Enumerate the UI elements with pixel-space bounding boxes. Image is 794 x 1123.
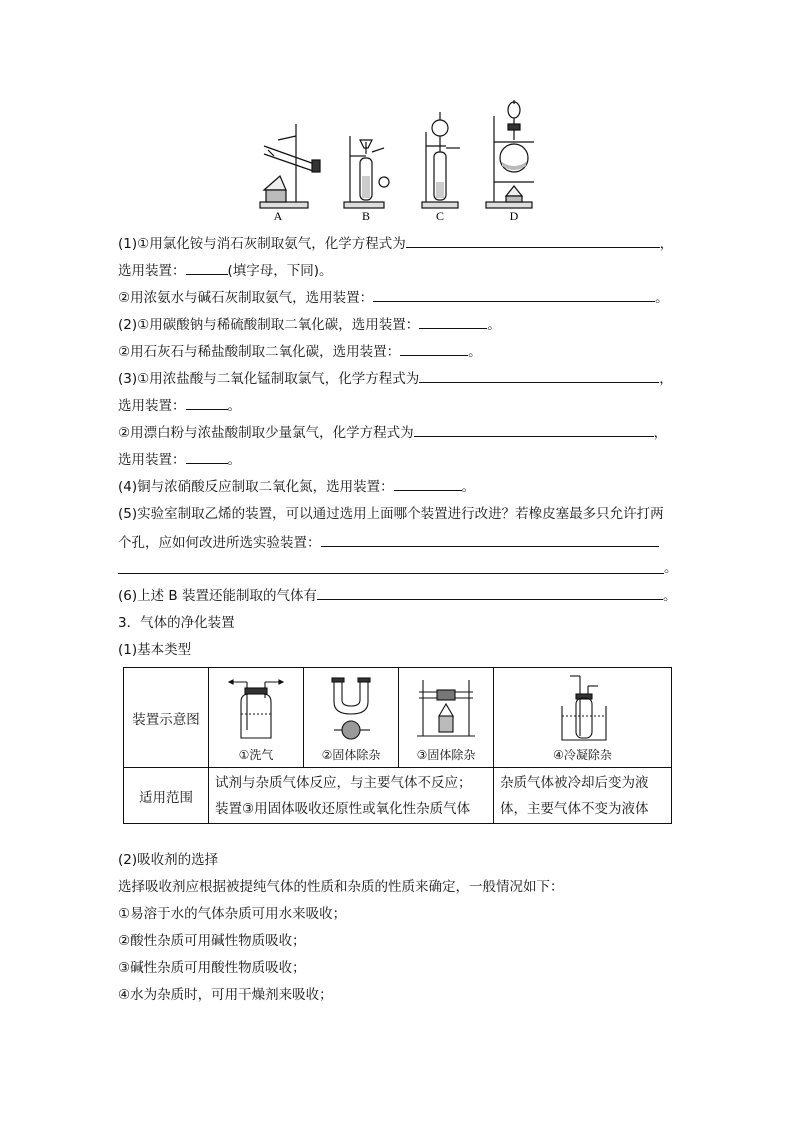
question-2b-line: [118, 341, 482, 361]
q2b-text: ②用石灰石与稀盐酸制取二氧化碳，选用装置：: [118, 344, 401, 360]
wash-bottle-diagram: [209, 672, 303, 742]
section-3-heading: 3．气体的净化装置: [118, 615, 235, 631]
apparatus-a: [260, 124, 320, 208]
q3b-select-suffix: 。: [227, 452, 241, 468]
row-head-diagram: 装置示意图: [124, 668, 209, 768]
q3a-punct: ，: [659, 371, 673, 387]
apparatus-d: [486, 100, 534, 208]
apparatus-label-b: B: [361, 209, 371, 223]
caption-wash: ①洗气: [238, 748, 274, 762]
q3a-select-text: 选用装置：: [118, 398, 186, 414]
cell-u-tube: [304, 668, 399, 768]
question-5-line-1: [118, 505, 664, 523]
q6-text: (6)上述 B 装置还能制取的气体有: [118, 588, 317, 604]
q1a-punct: ，: [659, 236, 674, 252]
q1b-punct: 。: [655, 290, 669, 306]
q1b-text: ②用浓氨水与碱石灰制取氨气，选用装置：: [118, 290, 374, 306]
table-row: [124, 768, 672, 824]
question-6-line: [118, 585, 676, 605]
cell-cold-trap: [494, 668, 672, 768]
question-3a-select-line: [118, 395, 241, 415]
scope-absorb-line-2: 装置③用固体吸收还原性或氧化性杂质气体: [215, 800, 471, 817]
question-1a-select-line: [118, 260, 333, 280]
q5-end-punct: 。: [664, 560, 678, 576]
absorbent-intro: 选择吸收剂应根据被提纯气体的性质和杂质的性质来确定，一般情况如下：: [118, 879, 564, 895]
question-2a-line: [118, 314, 501, 334]
q3a-select-suffix: 。: [227, 398, 241, 414]
rule-2: ②酸性杂质可用碱性物质吸收；: [118, 933, 306, 949]
answer-blank[interactable]: [419, 368, 659, 383]
cell-heated-tube: [399, 668, 494, 768]
gas-generation-apparatus-figure: [250, 96, 550, 224]
answer-blank[interactable]: [186, 449, 228, 464]
question-3b-select-line: [118, 449, 241, 469]
answer-blank[interactable]: [419, 314, 487, 329]
answer-blank[interactable]: [321, 532, 659, 547]
table-row: [124, 668, 672, 768]
scope-condense-line-1: 杂质气体被冷却后变为液: [500, 774, 649, 791]
question-3b-line: [118, 422, 667, 442]
rule-4: ④水为杂质时，可用干燥剂来吸收；: [118, 987, 333, 1003]
caption-u-tube: ②固体除杂: [321, 748, 381, 762]
q1a-select-suffix: (填字母，下同)。: [227, 263, 333, 279]
u-tube-diagram: [304, 672, 398, 742]
q2a-punct: 。: [487, 317, 501, 333]
subsection-1-heading: (1)基本类型: [118, 642, 192, 658]
row-head-scope: 适用范围: [124, 768, 209, 824]
question-4-line: [118, 476, 475, 496]
answer-blank[interactable]: [406, 233, 660, 248]
answer-blank-full[interactable]: [118, 573, 664, 574]
question-1b-line: [118, 287, 669, 307]
q3b-select-text: 选用装置：: [118, 452, 186, 468]
apparatus-b: [344, 136, 389, 208]
answer-blank[interactable]: [400, 341, 468, 356]
question-5-line-2: [118, 532, 659, 552]
answer-blank[interactable]: [414, 422, 654, 437]
q2b-punct: 。: [468, 344, 482, 360]
apparatus-label-c: C: [435, 209, 445, 223]
subsection-2-heading: (2)吸收剂的选择: [118, 852, 219, 868]
answer-blank[interactable]: [186, 260, 228, 275]
cell-scope-absorb: [209, 768, 494, 824]
q1a-select-text: 选用装置：: [118, 263, 186, 279]
answer-blank[interactable]: [186, 395, 228, 410]
scope-absorb-line-1: 试剂与杂质气体反应，与主要气体不反应；: [215, 774, 472, 791]
caption-cold-trap: ④冷凝除杂: [553, 748, 612, 762]
q3b-punct: ，: [653, 425, 668, 441]
apparatus-c: [422, 112, 460, 208]
q6-punct: 。: [662, 588, 677, 604]
apparatus-label-d: D: [509, 209, 519, 223]
cold-trap-diagram: [494, 672, 671, 742]
apparatus-label-a: A: [273, 209, 283, 223]
q1a-text: (1)①用氯化铵与消石灰制取氨气，化学方程式为: [118, 236, 406, 252]
q3b-text: ②用漂白粉与浓盐酸制取少量氯气，化学方程式为: [118, 425, 414, 441]
question-1a-line: [118, 233, 673, 253]
scope-condense-line-2: 体，主要气体不变为液体: [500, 800, 649, 817]
q5-text-1: (5)实验室制取乙烯的装置，可以通过选用上面哪个装置进行改进？若橡皮塞最多只允许打两: [118, 506, 664, 522]
cell-wash-bottle: [209, 668, 304, 768]
q2a-text: (2)①用碳酸钠与稀硫酸制取二氧化碳，选用装置：: [118, 317, 420, 333]
answer-blank[interactable]: [394, 476, 462, 491]
caption-heated-tube: ③固体除杂: [416, 748, 476, 762]
purification-table: [123, 667, 672, 824]
q3a-text: (3)①用浓盐酸与二氧化锰制取氯气，化学方程式为: [118, 371, 420, 387]
q5-text-2: 个孔，应如何改进所选实验装置：: [118, 535, 321, 551]
rule-1: ①易溶于水的气体杂质可用水来吸收；: [118, 906, 347, 922]
rule-3: ③碱性杂质可用酸性物质吸收；: [118, 960, 306, 976]
q4-punct: 。: [461, 479, 476, 495]
q4-text: (4)铜与浓硝酸反应制取二氧化氮，选用装置：: [118, 479, 394, 495]
question-3a-line: [118, 368, 673, 388]
heated-tube-diagram: [399, 672, 493, 742]
answer-blank[interactable]: [317, 585, 663, 600]
cell-scope-condense: [494, 768, 672, 824]
answer-blank[interactable]: [373, 287, 655, 302]
